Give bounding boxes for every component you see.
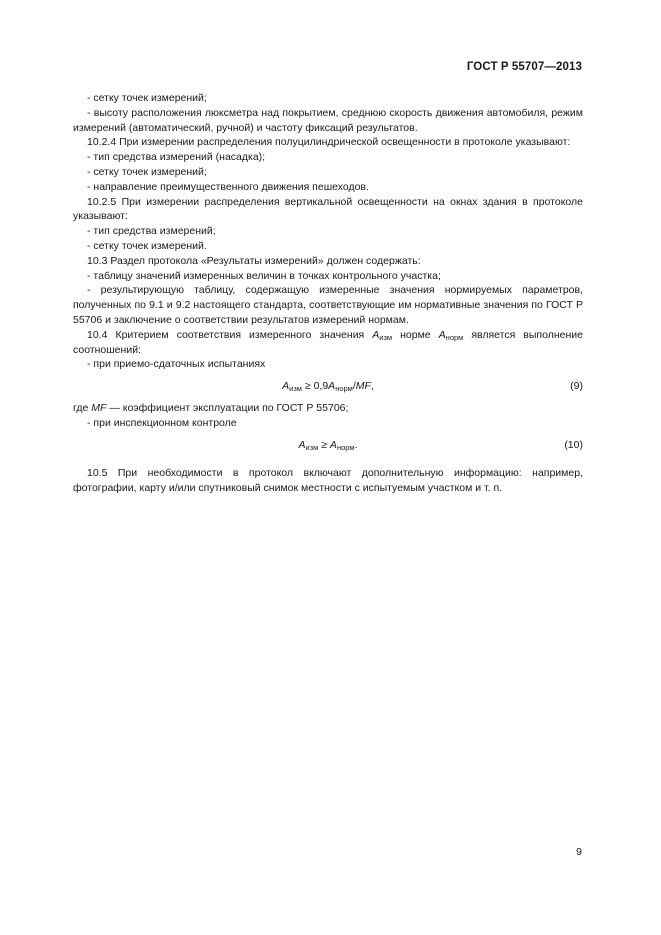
list-item: - сетку точек измерений; [87, 92, 207, 104]
formula-10 [73, 438, 583, 456]
formula-note: где MF — коэффициент эксплуатации по ГОСТ Р 55706; [73, 402, 349, 415]
clause-10-3: 10.3 Раздел протокола «Результаты измерений» должен содержать: [87, 254, 421, 267]
list-item: - при инспекционном контроле [87, 416, 237, 429]
list-item: - результирующую таблицу, содержащую измеренные значения нормируемых параметров, полученных по 9.1 и 9.2 настоящего стандарта, соответствующие им нормативные значения по ГОСТ Р 55706 и заключение о соответствии результатов измерений нормам. [73, 284, 583, 326]
formula-9-number: (9) [570, 380, 583, 393]
clause-10-2-5: 10.2.5 При измерении распределения вертикальной освещенности на окнах здания в протоколе указывают: [73, 195, 583, 223]
document-header: ГОСТ Р 55707—2013 [466, 61, 582, 73]
list-item: - таблицу значений измеренных величин в точках контрольного участка; [87, 269, 441, 282]
clause-10-5: 10.5 При необходимости в протокол включают дополнительную информацию: например, фотографии, карту и/или спутниковый снимок местности с испытуемым участком и т. п. [73, 466, 583, 494]
list-item: - направление преимущественного движения пешеходов. [87, 180, 369, 193]
list-item: - сетку точек измерений; [87, 165, 207, 178]
clause-10-4: 10.4 Критерием соответствия измеренного значения $A_{изм}$ норме $A_{норм}$ является выполнение соотношений: [73, 328, 583, 356]
formula-10-expression: $A_{изм} \ge A_{норм}$. [298, 438, 358, 452]
formula-9-expression: $A_{изм} \ge 0,9A_{норм}/MF$, [282, 380, 374, 394]
formula-9 [73, 379, 583, 397]
document-body [73, 91, 583, 495]
list-item: - сетку точек измерений. [87, 239, 207, 252]
formula-10-number: (10) [564, 438, 583, 451]
list-item: - тип средства измерений; [87, 225, 216, 238]
list-item: - при приемо-сдаточных испытаниях [87, 358, 266, 371]
clause-10-2-4: 10.2.4 При измерении распределения полуцилиндрической освещенности в протоколе указывают: [87, 136, 571, 149]
page-number: 9 [576, 846, 582, 858]
list-item: - высоту расположения люксметра над покрытием, среднюю скорость движения автомобиля, режим измерений (автоматический, ручной) и частоту фиксаций результатов. [73, 106, 583, 134]
list-item: - тип средства измерений (насадка); [87, 151, 266, 164]
